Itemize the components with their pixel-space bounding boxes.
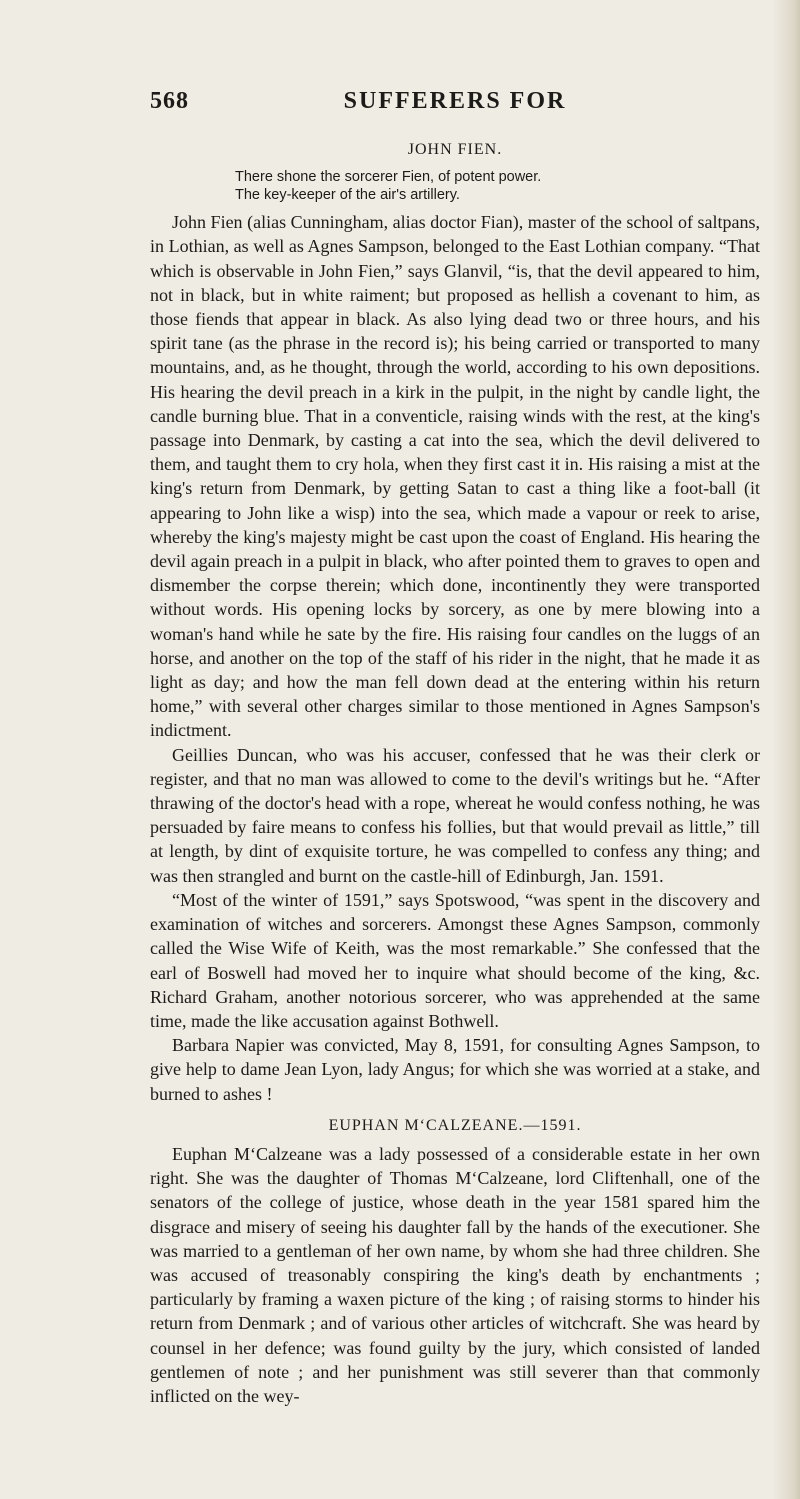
paragraph: Euphan M‘Calzeane was a lady possessed of a considerable estate in her own right. She was the daughter of Thomas M‘Calzeane, lord Cliftenhall, one of the senators of the college of justice, whose death in the year 1581 spared him the disgrace and misery of seeing his daughter fall by the hands of the executioner. She was married to a gentleman of her own name, by whom she had three children. She was accused of treasonably conspiring the king's death by enchantments ; particularly by framing a waxen picture of the king ; of raising storms to hinder his return from Denmark ; and of various other articles of witchcraft. She was heard by counsel in her defence; was found guilty by the jury, which consisted of landed gentlemen of note ; and her punishment was still severer than that commonly inflicted on the wey- xyxy=(150,1143,760,1406)
body-text xyxy=(150,138,760,1408)
epigraph-verse xyxy=(235,168,760,204)
page-number: 568 xyxy=(150,88,189,114)
page-header xyxy=(150,88,760,122)
page-edge-shadow xyxy=(772,0,800,1499)
section-heading-john-fien: JOHN FIEN. xyxy=(407,141,503,158)
verse-line: The key-keeper of the air's artillery. xyxy=(235,187,460,204)
paragraph: Geillies Duncan, who was his accuser, confessed that he was their clerk or register, and that no man was allowed to come to the devil's writings but he. “After thrawing of the doctor's head with a rope, whereat he would confess nothing, he was persuaded by faire means to confess his follies, but that would prevail as little,” till at length, by dint of exquisite torture, he was compelled to confess any thing; and was then strangled and burnt on the castle-hill of Edinburgh, Jan. 1591. xyxy=(150,744,760,886)
verse-line: There shone the sorcerer Fien, of potent power. xyxy=(235,169,542,186)
paragraph: Barbara Napier was convicted, May 8, 1591, for consulting Agnes Sampson, to give help to dame Jean Lyon, lady Angus; for which she was worried at a stake, and burned to ashes ! xyxy=(150,1035,760,1104)
paragraph: John Fien (alias Cunningham, alias doctor Fian), master of the school of saltpans, in Lothian, as well as Agnes Sampson, belonged to the East Lothian company. “That which is observable in John Fien,” says Glanvil, “is, that the devil appeared to him, not in black, but in white raiment; but proposed as hellish a covenant to him, as those fiends that appear in black. As also lying dead two or three hours, and his spirit tane (as the phrase in the record is); his being carried or transported to many mountains, and, as he thought, through the world, according to his own depositions. His hearing the devil preach in a kirk in the pulpit, in the night by candle light, the candle burning blue. That in a conventicle, raising winds with the rest, at the king's passage into Denmark, by casting a cat into the sea, which the devil delivered to them, and taught them to cry hola, when they first cast it in. His raising a mist at the king's return from Denmark, by getting Satan to cast a thing like a foot-ball (it appearing to John like a wisp) into the sea, which made a vapour or reek to arise, whereby the king's majesty might be cast upon the coast of England. His hearing the devil again preach in a pulpit in black, who after pointed them to graves to open and dismember the corpse therein; which done, incontinently they were transported without words. His opening locks by sorcery, as one by mere blowing into a woman's hand while he sate by the fire. His raising four candles on the luggs of an horse, and another on the top of the staff of his rider in the night, that he made it as light as day; and how the man fell down dead at the entering within his return home,” with several other charges similar to those mentioned in Agnes Sampson's indictment. xyxy=(150,212,760,741)
section-heading-euphan: EUPHAN M‘CALZEANE.—1591. xyxy=(328,1116,582,1134)
running-title: SUFFERERS FOR xyxy=(343,88,567,114)
paragraph: “Most of the winter of 1591,” says Spotswood, “was spent in the discovery and examination of witches and sorcerers. Amongst these Agnes Sampson, commonly called the Wise Wife of Keith, was the most remarkable.” She confessed that the earl of Boswell had moved her to inquire what should become of the king, &c. Richard Graham, another notorious sorcerer, who was apprehended at the same time, made the like accusation against Bothwell. xyxy=(150,889,760,1031)
